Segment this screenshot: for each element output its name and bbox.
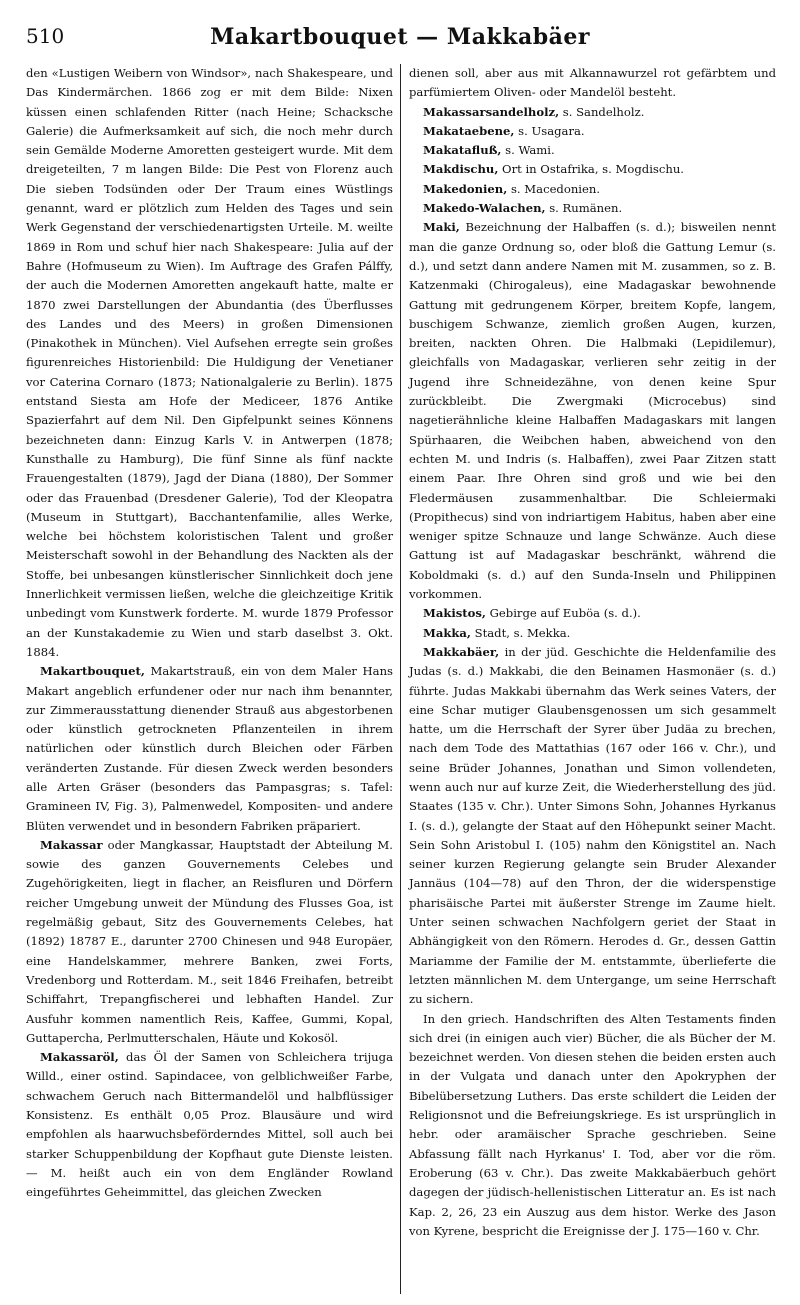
entry-text: s. Rumänen. (545, 201, 623, 216)
entry-text: s. Macedonien. (507, 181, 601, 196)
dictionary-entry (409, 180, 776, 199)
entry-text: s. Wami. (501, 143, 555, 158)
entry-headword: Makedonien, (423, 181, 508, 196)
entry-text: s. Sandelholz. (559, 104, 645, 119)
entry-headword: Makartbouquet, (40, 664, 145, 679)
entry-text: Ort in Ostafrika, s. Mogdischu. (498, 162, 684, 177)
entry-headword: Makkabäer, (423, 644, 500, 659)
dictionary-entry (409, 199, 776, 218)
entry-text: oder Mangkassar, Hauptstadt der Abteilung M. sowie des ganzen Gouvernements Celebes und Zugehörigkeiten, liegt in flacher, an Reisfluren und Dörfern reicher Umgebung unweit der Mündung des Flusses Goa, ist regelmäßig gebaut, Sitz des Gouvernements Celebes, hat (1892) 18787 E., darunter 2700 Chinesen und 948 Europäer, eine Handelskammer, mehrere Banken, zwei Forts, Vredenborg und Rotterdam. M., seit 1846 Freihafen, betreibt Schiffahrt, Trepangfischerei und lebhaften Handel. Zur Ausfuhr kommen namentlich Reis, Kaffee, Gummi, Kopal, Guttapercha, Perlmutterschalen, Häute und Kokosöl. (26, 837, 393, 1045)
dictionary-entry (26, 662, 393, 836)
entry-headword: Makka, (423, 625, 471, 640)
entry-text: in der jüd. Geschichte die Heldenfamilie des Judas (s. d.) Makkabi, die den Beinamen Hasmonäer (s. d.) führte. Judas Makkabi übernahm das Werk seines Vaters, der eine Schar mutiger Glaubensgenossen um sich gesammelt hatte, um die Herrschaft der Syrer über Judäa zu brechen, nach dem Tode des Mattathias (167 oder 166 v. Chr.), und seine Brüder Johannes, Jonathan und Simon vollendeten, wenn auch nur auf kurze Zeit, die Wiederherstellung des jüd. Staates (135 v. Chr.). Unter Simons Sohn, Johannes Hyrkanus I. (s. d.), gelangte der Staat auf den Höhepunkt seiner Macht. Sein Sohn Aristobul I. (105) nahm den Königstitel an. Nach seiner kurzen Regierung gelangte sein Bruder Alexander Jannäus (104—78) auf den Thron, der die widerspenstige pharisäische Partei mit äußerster Strenge im Zaume hielt. Unter seinen schwachen Nachfolgern geriet der Staat in Abhängigkeit von den Römern. Herodes d. Gr., dessen Gattin Mariamme der Familie der M. entstammte, überlieferte die letzten männlichen M. dem Untergange, um seine Herrschaft zu sichern. (409, 644, 776, 1007)
dictionary-entry (409, 218, 776, 604)
dictionary-entry (409, 64, 776, 103)
entry-headword: Makassaröl, (40, 1050, 119, 1065)
entry-headword: Makassarsandelholz, (423, 104, 560, 119)
dictionary-entry (26, 64, 393, 662)
running-head: Makartbouquet — Makkabäer (210, 24, 590, 50)
dictionary-entry (26, 836, 393, 1048)
text-columns (26, 64, 776, 1294)
dictionary-entry (409, 122, 776, 141)
right-column (401, 64, 776, 1294)
entry-text: In den griech. Handschriften des Alten Testaments finden sich drei (in einigen auch vier) Bücher, die als Bücher der M. bezeichnet werden. Von diesen stehen die beiden ersten auch in der Vulgata und danach unter den Apokryphen der Bibelübersetzung Luthers. Das erste schildert die Leiden der Religionsnot und die Befreiungskriege. Es ist ursprünglich in hebr. oder aramäischer Sprache geschrieben. Seine Abfassung fällt nach Hyrkanus' I. Tod, aber vor die röm. Eroberung (63 v. Chr.). Das zweite Makkabäerbuch gehört dagegen der jüdisch-hellenistischen Litteratur an. Es ist nach Kap. 2, 26, 23 ein Auszug aus dem histor. Werke des Jason von Kyrene, bespricht die Ereignisse der J. 175—160 v. Chr. (409, 1011, 776, 1238)
dictionary-entry (409, 141, 776, 160)
entry-headword: Maki, (423, 220, 460, 235)
entry-headword: Makistos, (423, 606, 486, 621)
page-header (26, 24, 774, 56)
entry-text: Stadt, s. Mekka. (470, 625, 571, 640)
dictionary-entry (409, 624, 776, 643)
dictionary-entry (409, 103, 776, 122)
dictionary-entry (26, 1048, 393, 1202)
entry-headword: Makatafluß, (423, 143, 502, 158)
entry-text: s. Usagara. (514, 123, 585, 138)
page-number: 510 (26, 24, 65, 48)
entry-headword: Makataebene, (423, 123, 515, 138)
entry-headword: Makassar (40, 837, 103, 852)
dictionary-entry (409, 160, 776, 179)
entry-headword: Makedo-Walachen, (423, 201, 546, 216)
entry-headword: Makdischu, (423, 162, 499, 177)
dictionary-entry (409, 604, 776, 623)
left-column (26, 64, 401, 1294)
entry-text: Makartstrauß, ein von dem Maler Hans Makart angeblich erfundener oder nur nach ihm benannter, zur Zimmerausstattung dienender Strauß aus abgestorbenen oder künstlich getrockneten Pflanzenteilen in ihrem natürlichen oder künstlich durch Bleichen oder Färben veränderten Zustande. Für diesen Zweck werden besonders alle Arten Gräser (besonders das Pampasgras; s. Tafel: Gramineen IV, Fig. 3), Palmenwedel, Kompositen- und andere Blüten verwendet und in besondern Fabriken präpariert. (26, 664, 393, 833)
entry-text: dienen soll, aber aus mit Alkannawurzel rot gefärbtem und parfümiertem Oliven- oder Mandelöl besteht. (409, 66, 776, 100)
entry-text: den «Lustigen Weibern von Windsor», nach Shakespeare, und Das Kindermärchen. 1866 zog er mit dem Bilde: Nixen küssen einen schlafenden Ritter (nach Heine; Schacksche Galerie) die Aufmerksamkeit auf sich, die noch mehr durch sein Gemälde Moderne Amoretten gesteigert wurde. Mit dem dreigeteilten, 7 m langen Bilde: Die Pest von Florenz auch Die sieben Todsünden oder Der Traum eines Wüstlings genannt, ward er plötzlich zum Helden des Tages und sein Werk Gegenstand der verschiedenartigsten Urteile. M. weilte 1869 in Rom und schuf hier nach Shakespeare: Julia auf der Bahre (Hofmuseum zu Wien). Im Auftrage des Grafen Pálffy, der auch die Modernen Amoretten angekauft hatte, malte er 1870 zwei Darstellungen der Abundantia (des Überflusses des Landes und des Meers) in großen Dimensionen (Pinakothek in München). Viel Aufsehen erregte sein großes figurenreiches Historienbild: Die Huldigung der Venetianer vor Caterina Cornaro (1873; Nationalgalerie zu Berlin). 1875 entstand Siesta am Hofe der Mediceer, 1876 Antike Spazierfahrt auf dem Nil. Den Gipfelpunkt seines Könnens bezeichneten dann: Einzug Karls V. in Antwerpen (1878; Kunsthalle zu Hamburg), Die fünf Sinne als fünf nackte Frauengestalten (1879), Jagd der Diana (1880), Der Sommer oder das Frauenbad (Dresdener Galerie), Tod der Kleopatra (Museum in Stuttgart), Bacchantenfamilie, alles Werke, welche bei höchstem koloristischen Talent und großer Meisterschaft sowohl in der Behandlung des Nackten als der Stoffe, bei unbesangen künstlerischer Sinnlichkeit doch jene Innerlichkeit vermissen ließen, welche die gleichzeitige Kritik unbedingt vom Kunstwerk forderte. M. wurde 1879 Professor an der Kunstakademie zu Wien und starb daselbst 3. Okt. 1884. (26, 66, 393, 659)
dictionary-entry (409, 1010, 776, 1242)
entry-text: Bezeichnung der Halbaffen (s. d.); bisweilen nennt man die ganze Ordnung so, oder bloß die Gattung Lemur (s. d.), und setzt dann andere Namen mit M. zusammen, so z. B. Katzenmaki (Chirogaleus), eine Madagaskar bewohnende Gattung mit gedrungenem Körper, breitem Kopfe, langem, buschigem Schwanze, ziemlich großen Augen, kurzen, breiten, nackten Ohren. Die Halbmaki (Lepidilemur), gleichfalls von Madagaskar, verlieren sehr zeitig in der Jugend ihre Schneidezähne, von denen keine Spur zurückbleibt. Die Zwergmaki (Microcebus) sind nagetierähnliche kleine Halbaffen Madagaskars mit langen Spürhaaren, die Weibchen haben, abweichend von den echten M. und Indris (s. Halbaffen), zwei Paar Zitzen statt einem Paar. Ihre Ohren sind groß und wie bei den Fledermäusen zusammenhaltbar. Die Schleiermaki (Propithecus) sind von indriartigem Habitus, haben aber eine weniger spitze Schnauze und lange Schwänze. Auch diese Gattung ist auf Madagaskar beschränkt, während die Koboldmaki (s. d.) auf den Sunda-Inseln und Philippinen vorkommen. (409, 220, 776, 602)
dictionary-entry (409, 643, 776, 1010)
entry-text: das Öl der Samen von Schleichera trijuga Willd., einer ostind. Sapindacee, von gelblichweißer Farbe, schwachem Geruch nach Bittermandelöl und halbflüssiger Konsistenz. Es enthält 0,05 Proz. Blausäure und wird empfohlen als haarwuchsbeförderndes Mittel, soll auch bei starker Schuppenbildung der Kopfhaut gute Dienste leisten. — M. heißt auch ein von dem Engländer Rowland eingeführtes Geheimmittel, das gleichen Zwecken (26, 1050, 393, 1200)
entry-text: Gebirge auf Euböa (s. d.). (485, 606, 641, 621)
